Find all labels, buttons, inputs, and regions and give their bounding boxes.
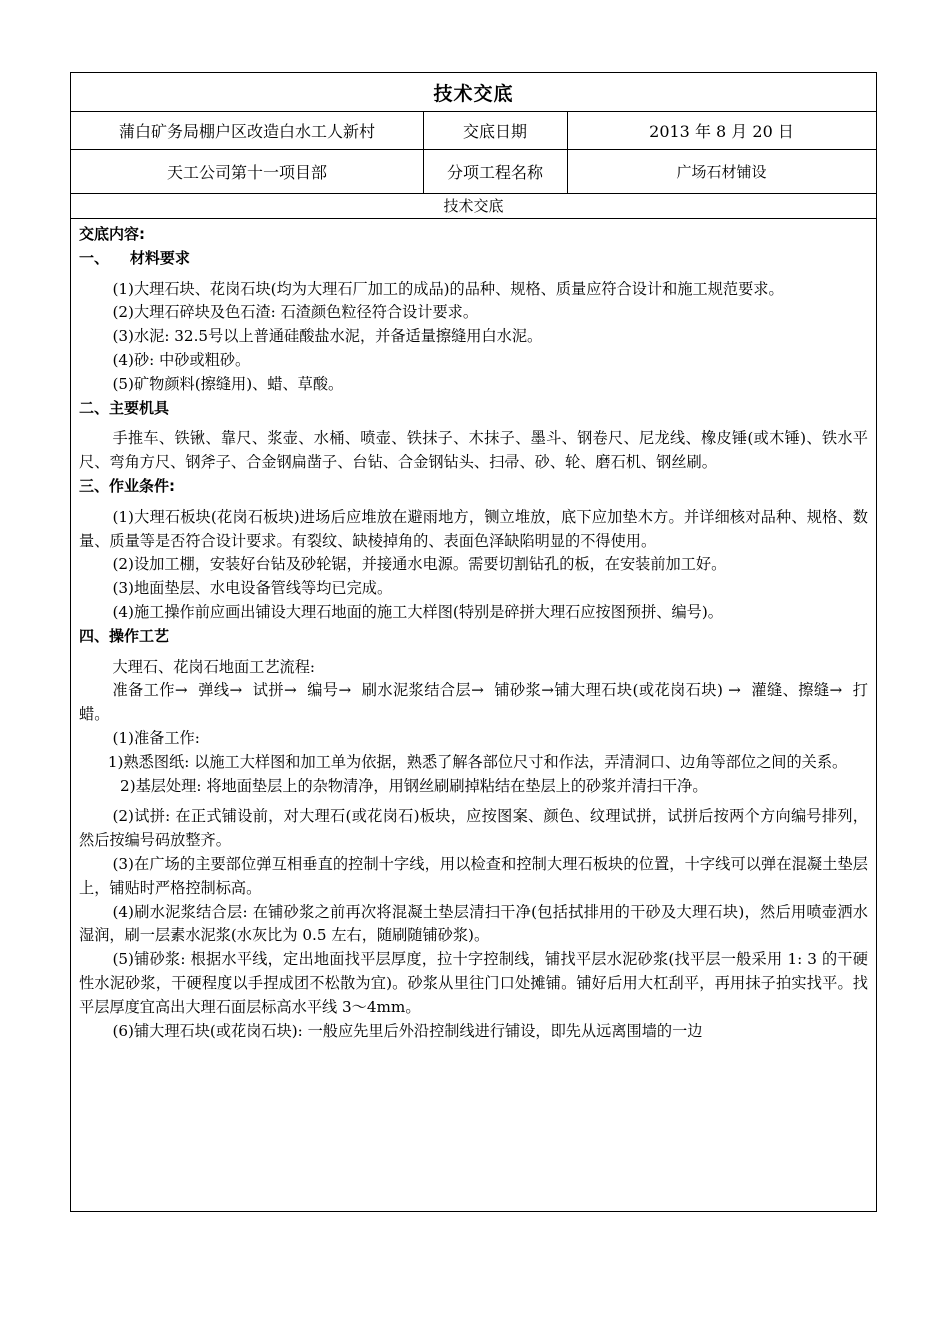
paragraph: (5)矿物颜料(擦缝用)、蜡、草酸。: [112, 374, 344, 393]
content-intro: 交底内容:: [79, 225, 145, 243]
company-name: 天工公司第十一项目部: [166, 162, 327, 182]
paragraph: 手推车、铁锹、靠尺、浆壶、水桶、喷壶、铁抹子、木抹子、墨斗、钢卷尺、尼龙线、橡皮锤(或木锤)、铁水平尺、弯角方尺、钢斧子、合金钢扁凿子、台钻、合金钢钻头、扫帚、砂、轮、磨石机、钢丝刷。: [79, 429, 868, 472]
paragraph: (6)铺大理石块(或花岗石块): 一般应先里后外沿控制线进行铺设，即先从远离围墙的一边: [112, 1021, 703, 1040]
paragraph: (4)刷水泥浆结合层: 在铺砂浆之前再次将混凝土垫层清扫干净(包括拭排用的干砂及大理石块)，然后用喷壶洒水湿润，刷一层素水泥浆(水灰比为 0.5 左右，随刷随铺砂浆)。: [79, 902, 868, 945]
section-heading: 三、作业条件:: [79, 476, 175, 495]
date-label: 交底日期: [462, 121, 527, 141]
paragraph: (4)施工操作前应画出铺设大理石地面的施工大样图(特别是碎拼大理石应按图预拼、编号)。: [112, 602, 723, 621]
paragraph: 1)熟悉图纸: 以施工大样图和加工单为依据，熟悉了解各部位尺寸和作法，弄清洞口、边角等部位之间的关系。: [107, 752, 848, 771]
paragraph: (1)大理石板块(花岗石板块)进场后应堆放在避雨地方，铡立堆放，底下应加垫木方。并详细核对品种、规格、数量、质量等是否符合设计要求。有裂纹、缺棱掉角的、表面色泽缺陷明显的不得使用。: [79, 507, 868, 550]
subproject-value: 广场石材铺设: [676, 162, 767, 181]
paragraph: 2)基层处理: 将地面垫层上的杂物清净，用钢丝刷刷掉粘结在垫层上的砂浆并清扫干净。: [120, 776, 708, 795]
paragraph: (2)设加工棚，安装好台钻及砂轮锯，并接通水电源。需要切割钻孔的板，在安装前加工好。: [112, 555, 727, 574]
disclosure-content: [79, 223, 868, 1043]
paragraph: (1)大理石块、花岗石块(均为大理石厂加工的成品)的品种、规格、质量应符合设计和施工规范要求。: [112, 279, 784, 298]
paragraph: (3)地面垫层、水电设备管线等均已完成。: [112, 579, 393, 598]
paragraph: 大理石、花岗石地面工艺流程:: [112, 657, 315, 676]
paragraph: (2)试拼: 在正式铺设前，对大理石(或花岗石)板块，应按图案、颜色、纹理试拼，试拼后按两个方向编号排列，然后按编号码放整齐。: [79, 807, 868, 850]
form-title: 技术交底: [433, 82, 514, 105]
paragraph: (4)砂: 中砂或粗砂。: [112, 350, 251, 369]
section-heading: 四、操作工艺: [79, 626, 170, 645]
section-heading: 二、主要机具: [79, 398, 170, 417]
divider: [71, 218, 876, 219]
date-value: 2013 年 8 月 20 日: [649, 121, 794, 141]
paragraph: (1)准备工作:: [112, 728, 200, 747]
paragraph: (3)水泥: 32.5号以上普通硅酸盐水泥，并备适量擦缝用白水泥。: [112, 327, 543, 346]
technical-disclosure-form: [70, 72, 877, 1212]
project-name: 蒲白矿务局棚户区改造白水工人新村: [118, 121, 375, 141]
paragraph: 准备工作→ 弹线→ 试拼→ 编号→ 刷水泥浆结合层→ 铺砂浆→铺大理石块(或花岗石块) → 灌缝、擦缝→ 打蜡。: [79, 681, 868, 724]
subproject-label: 分项工程名称: [446, 162, 543, 182]
section-title: 技术交底: [443, 197, 504, 215]
section-heading: 一、 材料要求: [79, 248, 190, 267]
paragraph: (3)在广场的主要部位弹互相垂直的控制十字线，用以检查和控制大理石板块的位置，十字线可以弹在混凝土垫层上，铺贴时严格控制标高。: [79, 854, 868, 897]
paragraph: (2)大理石碎块及色石渣: 石渣颜色粒径符合设计要求。: [112, 303, 479, 322]
paragraph: (5)铺砂浆: 根据水平线，定出地面找平层厚度，拉十字控制线，铺找平层水泥砂浆(找平层一般采用 1: 3 的干硬性水泥砂浆，干硬程度以手捏成团不松散为宜)。砂浆从里往门口处摊铺。铺好后用大杠刮平，再用抹子拍实找平。找平层厚度宜高出大理石面层标高水平线 3～4mm。: [79, 950, 868, 1016]
